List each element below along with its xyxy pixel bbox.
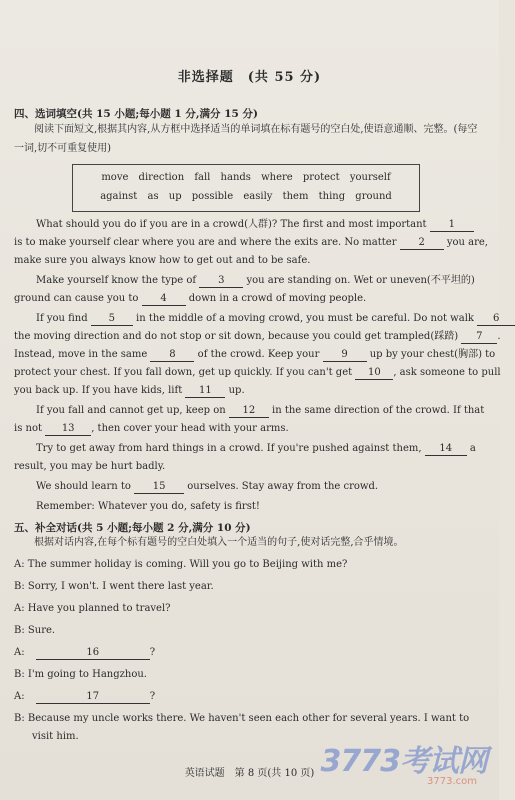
blank-14[interactable]: 14 (425, 443, 467, 456)
passage-text: ourselves. Stay away from the crowd. (187, 481, 379, 492)
dialogue-line: A: Have you planned to travel? (14, 603, 171, 614)
blank-17[interactable]: 17 (36, 691, 150, 704)
blank-15[interactable]: 15 (134, 481, 184, 494)
section-5-title: 五、补全对话(共 5 小题;每小题 2 分,满分 10 分) (14, 522, 251, 534)
word-bank-row-1: move direction fall hands where protect yourself (101, 172, 391, 183)
dialogue-line: A: The summer holiday is coming. Will you go to Beijing with me? (14, 559, 348, 570)
passage-text: What should you do if you are in a crowd(人群)? The first and most important (36, 219, 427, 230)
blank-2[interactable]: 2 (400, 237, 444, 250)
speaker-label: A: (14, 691, 25, 702)
blank-6[interactable]: 6 (477, 313, 515, 326)
blank-1[interactable]: 1 (430, 219, 474, 232)
passage-line (14, 422, 484, 436)
word-bank-row-2: against as up possible easily them thing ground (100, 191, 392, 202)
passage-text: If you fall and cannot get up, keep on (36, 405, 226, 416)
page-footer: 英语试题 第 8 页(共 10 页) (184, 768, 315, 779)
passage-line (14, 236, 488, 250)
passage-text: of the crowd. Keep your (197, 349, 320, 360)
dialogue-line: B: I'm going to Hangzhou. (14, 669, 147, 680)
passage-line (14, 442, 506, 456)
passage-text: the moving direction and do not stop or sit down, because you could get trampled(踩踏) (14, 331, 459, 342)
passage-text: protect your chest. If you fall down, get up quickly. If you can't get (14, 367, 353, 378)
blank-3[interactable]: 3 (199, 275, 243, 288)
passage-text: Instead, move in the same (14, 349, 148, 360)
question-mark: ? (149, 647, 156, 658)
passage-text: down in a crowd of moving people. (188, 293, 367, 304)
passage-line (14, 274, 506, 288)
dialogue-line (14, 690, 484, 704)
watermark-logo: 3773考试网 (320, 744, 487, 779)
passage-text: in the middle of a moving crowd, you must be careful. Do not walk (136, 313, 474, 324)
passage-line (14, 384, 484, 398)
passage-text: you are, (446, 237, 488, 248)
dialogue-line: visit him. (32, 731, 79, 742)
section-4-title: 四、选词填空(共 15 小题;每小题 1 分,满分 15 分) (14, 108, 258, 120)
passage-line: Remember: Whatever you do, safety is first! (36, 501, 260, 512)
blank-16[interactable]: 16 (36, 647, 150, 660)
blank-9[interactable]: 9 (323, 349, 367, 362)
blank-4[interactable]: 4 (142, 293, 186, 306)
passage-text: a (469, 443, 476, 454)
blank-7[interactable]: 7 (461, 331, 497, 344)
passage-line (14, 404, 506, 418)
passage-line: result, you may be hurt badly. (14, 461, 166, 472)
passage-line: the moving direction and do not stop or sit down, because you could get trampled(踩踏) 7 . (14, 331, 501, 342)
blank-12[interactable]: 12 (229, 405, 269, 418)
blank-10[interactable]: 10 (355, 367, 393, 380)
passage-text: We should learn to (36, 481, 131, 492)
passage-line (14, 312, 506, 326)
passage-text: is not (14, 423, 42, 434)
passage-text: in the same direction of the crowd. If that (272, 405, 485, 416)
blank-13[interactable]: 13 (45, 423, 91, 436)
passage-text: , then cover your head with your arms. (91, 423, 289, 434)
passage-text: , ask someone to pull (393, 367, 501, 378)
passage-line: make sure you always know how to get out and to be safe. (14, 255, 311, 266)
passage-text: you back up. If you have kids, lift (14, 385, 183, 396)
passage-line (14, 292, 484, 306)
passage-text: up. (228, 385, 245, 396)
dialogue-line: B: Sorry, I won't. I went there last year. (14, 581, 214, 592)
passage-text: is to make yourself clear where you are and where the exits are. No matter (14, 237, 397, 248)
passage-line (14, 480, 506, 494)
passage-text: you are standing on. Wet or uneven(不平坦的) (246, 275, 475, 286)
dialogue-line: B: Sure. (14, 625, 56, 636)
word-bank-box (72, 164, 420, 212)
question-mark: ? (149, 691, 156, 702)
speaker-label: A: (14, 647, 25, 658)
passage-line (14, 366, 501, 380)
blank-5[interactable]: 5 (91, 313, 133, 326)
passage-line (14, 348, 496, 362)
passage-text: If you find (36, 313, 88, 324)
section-4-instruction: 阅读下面短文,根据其内容,从方框中选择适当的单词填在标有题号的空白处,使语意通顺、完整。(每空一词,切不可重复使用) (14, 124, 478, 154)
passage-text: ground can cause you to (14, 293, 139, 304)
dialogue-line (14, 646, 484, 660)
section-5-instruction: 根据对话内容,在每个标有题号的空白处填入一个适当的句子,使对话完整,合乎情境。 (34, 537, 404, 548)
passage-text: up by your chest(胸部) to (369, 349, 496, 360)
blank-8[interactable]: 8 (150, 349, 194, 362)
passage-line (14, 218, 506, 232)
passage-text: Try to get away from hard things in a crowd. If you're pushed against them, (36, 443, 422, 454)
blank-11[interactable]: 11 (185, 385, 225, 398)
page-title: 非选择题 (共 55 分) (177, 70, 322, 85)
watermark-url: 3773.com (427, 776, 477, 787)
passage-text: Make yourself know the type of (36, 275, 197, 286)
dialogue-line: B: Because my uncle works there. We haven't seen each other for several years. I want to (14, 713, 470, 724)
